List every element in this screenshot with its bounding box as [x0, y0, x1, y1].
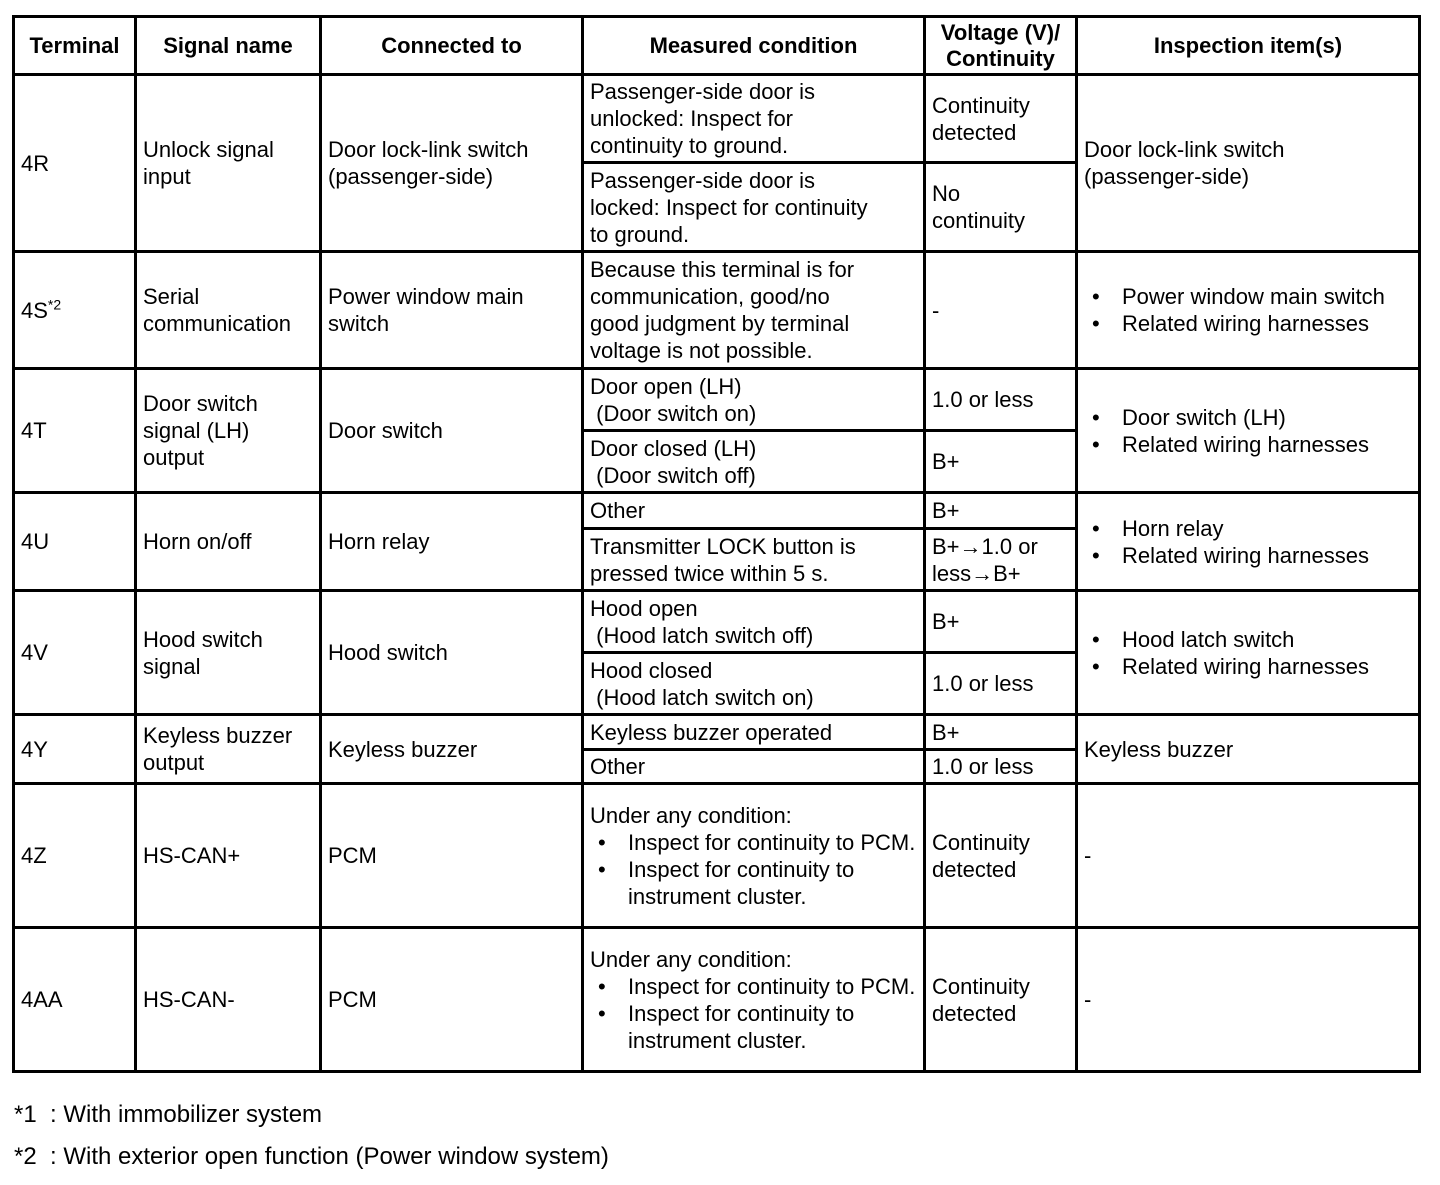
footnote-1: *1 : With immobilizer system — [14, 1101, 323, 1128]
signal-name-cell — [136, 715, 321, 784]
inspection-item: • Related wiring harnesses — [1084, 431, 1412, 458]
condition-cell — [583, 75, 925, 163]
connected-to-cell: Keyless buzzer — [321, 715, 583, 784]
condition-cell — [583, 163, 925, 252]
condition-line: Passenger-side door is — [590, 167, 816, 193]
connected-to-cell — [321, 252, 583, 369]
voltage-cell: B+ — [925, 715, 1077, 750]
signal-name-cell — [136, 369, 321, 493]
condition-line: good judgment by terminal — [590, 311, 850, 336]
signal-name-cell — [136, 252, 321, 369]
inspection-list — [1084, 626, 1412, 680]
signal-line: output — [143, 750, 205, 775]
signal-line: Unlock signal — [143, 137, 274, 162]
condition-intro: Under any condition: — [590, 802, 792, 828]
condition-cell — [583, 431, 925, 493]
condition-cell: Other — [583, 750, 925, 784]
connected-to-cell: Horn relay — [321, 493, 583, 591]
footnotes — [14, 1101, 609, 1185]
voltage-cell: B+ — [925, 591, 1077, 653]
signal-name-cell — [136, 591, 321, 715]
condition-cell — [583, 591, 925, 653]
inspection-item: • Related wiring harnesses — [1084, 653, 1412, 680]
connected-to-cell: Door switch — [321, 369, 583, 493]
signal-line: Keyless buzzer — [143, 723, 293, 748]
condition-line: Passenger-side door is — [590, 79, 816, 104]
condition-cell — [583, 784, 925, 928]
condition-line: continuity to ground. — [590, 133, 789, 158]
condition-list — [590, 973, 917, 1054]
voltage-cell — [925, 75, 1077, 163]
inspection-cell — [1077, 591, 1420, 715]
signal-line: input — [143, 164, 191, 189]
header-inspection-items: Inspection item(s) — [1077, 17, 1420, 75]
condition-cell: Other — [583, 493, 925, 529]
terminal-cell: 4AA — [14, 928, 136, 1072]
connected-to-cell: PCM — [321, 928, 583, 1072]
terminal-label: 4S — [21, 297, 48, 323]
condition-item: • Inspect for continuity to instrument cluster. — [590, 856, 917, 910]
condition-line: Door closed (LH) — [590, 435, 757, 461]
voltage-cell: B+ — [925, 431, 1077, 493]
condition-line: Door open (LH) — [590, 373, 742, 399]
header-voltage-line2: Continuity — [946, 45, 1055, 71]
voltage-cell — [925, 163, 1077, 252]
voltage-line: Continuity — [932, 973, 1030, 999]
header-signal-name: Signal name — [136, 17, 321, 75]
condition-item: • Inspect for continuity to PCM. — [590, 973, 917, 1000]
table-row — [14, 369, 1420, 431]
inspection-cell — [1077, 252, 1420, 369]
connected-line: Power window main — [328, 284, 524, 309]
inspection-cell — [1077, 75, 1420, 252]
condition-list — [590, 829, 917, 910]
condition-line: (Door switch off) — [590, 462, 756, 488]
inspection-cell — [1077, 493, 1420, 591]
voltage-line: detected — [932, 856, 1017, 882]
voltage-cell — [925, 529, 1077, 591]
connected-line: switch — [328, 311, 390, 336]
header-row — [14, 17, 1420, 75]
inspection-item: • Door switch (LH) — [1084, 404, 1412, 431]
footnote-2: *2 : With exterior open function (Power window system) — [14, 1143, 609, 1170]
voltage-line: No — [932, 181, 961, 206]
condition-item: • Inspect for continuity to instrument cluster. — [590, 1000, 917, 1054]
table-row — [14, 75, 1420, 163]
voltage-line: continuity — [932, 208, 1025, 233]
terminal-table — [12, 15, 1421, 1073]
connected-to-cell: Hood switch — [321, 591, 583, 715]
header-voltage-continuity — [925, 17, 1077, 75]
condition-line: Hood open — [590, 595, 698, 621]
signal-line: signal — [143, 653, 201, 679]
condition-cell — [583, 529, 925, 591]
condition-cell — [583, 928, 925, 1072]
table-row — [14, 715, 1420, 750]
connected-line: (passenger-side) — [328, 164, 494, 189]
inspection-cell: - — [1077, 928, 1420, 1072]
terminal-cell: 4Y — [14, 715, 136, 784]
table-row — [14, 493, 1420, 529]
voltage-cell — [925, 928, 1077, 1072]
terminal-cell: 4U — [14, 493, 136, 591]
terminal-cell: 4R — [14, 75, 136, 252]
inspection-cell: - — [1077, 784, 1420, 928]
connected-to-cell — [321, 75, 583, 252]
voltage-cell: B+ — [925, 493, 1077, 529]
inspection-cell — [1077, 369, 1420, 493]
condition-item: • Inspect for continuity to PCM. — [590, 829, 917, 856]
signal-line: output — [143, 445, 205, 470]
table-row — [14, 591, 1420, 653]
signal-line: communication — [143, 311, 291, 336]
terminal-spec-sheet — [12, 15, 1420, 1073]
table-row — [14, 928, 1420, 1072]
inspection-list — [1084, 283, 1412, 337]
voltage-line: detected — [932, 1000, 1017, 1026]
connected-line: Door lock-link switch — [328, 137, 529, 162]
signal-name-cell — [136, 75, 321, 252]
voltage-line: B+→1.0 or — [932, 533, 1038, 559]
voltage-line: detected — [932, 119, 1017, 145]
voltage-cell: 1.0 or less — [925, 369, 1077, 431]
voltage-cell — [925, 784, 1077, 928]
condition-cell — [583, 369, 925, 431]
terminal-cell: 4T — [14, 369, 136, 493]
inspection-line: Door lock-link switch — [1084, 137, 1285, 162]
inspection-item: • Horn relay — [1084, 515, 1412, 542]
terminal-cell: 4V — [14, 591, 136, 715]
header-terminal: Terminal — [14, 17, 136, 75]
condition-line: (Hood latch switch on) — [590, 684, 814, 710]
inspection-item: • Power window main switch — [1084, 283, 1412, 310]
condition-line: (Door switch on) — [590, 400, 757, 426]
signal-line: Serial — [143, 284, 200, 309]
table-row — [14, 784, 1420, 928]
condition-line: (Hood latch switch off) — [590, 622, 814, 648]
voltage-line: Continuity — [932, 92, 1030, 118]
header-measured-condition: Measured condition — [583, 17, 925, 75]
inspection-list — [1084, 404, 1412, 458]
voltage-line: less→B+ — [932, 560, 1021, 586]
terminal-cell — [14, 252, 136, 369]
condition-line: pressed twice within 5 s. — [590, 560, 829, 586]
condition-line: locked: Inspect for continuity — [590, 194, 868, 220]
condition-intro: Under any condition: — [590, 946, 792, 972]
condition-line: Transmitter LOCK button is — [590, 533, 856, 559]
condition-line: voltage is not possible. — [590, 338, 813, 363]
signal-name-cell: HS-CAN+ — [136, 784, 321, 928]
header-connected-to: Connected to — [321, 17, 583, 75]
signal-name-cell: Horn on/off — [136, 493, 321, 591]
condition-cell — [583, 653, 925, 715]
inspection-item: • Related wiring harnesses — [1084, 542, 1412, 569]
inspection-line: (passenger-side) — [1084, 164, 1250, 189]
inspection-list — [1084, 515, 1412, 569]
voltage-cell: 1.0 or less — [925, 653, 1077, 715]
voltage-cell: 1.0 or less — [925, 750, 1077, 784]
condition-cell — [583, 252, 925, 369]
signal-line: Door switch — [143, 391, 258, 416]
condition-line: communication, good/no — [590, 284, 830, 309]
header-voltage-line1: Voltage (V)/ — [940, 19, 1061, 45]
condition-cell: Keyless buzzer operated — [583, 715, 925, 750]
footnote-marker: *2 — [47, 296, 62, 313]
inspection-item: • Related wiring harnesses — [1084, 310, 1412, 337]
voltage-cell: - — [925, 252, 1077, 369]
inspection-item: • Hood latch switch — [1084, 626, 1412, 653]
signal-line: signal (LH) — [143, 418, 250, 443]
signal-line: Hood switch — [143, 626, 263, 652]
condition-line: to ground. — [590, 221, 690, 247]
table-row — [14, 252, 1420, 369]
voltage-line: Continuity — [932, 829, 1030, 855]
inspection-cell: Keyless buzzer — [1077, 715, 1420, 784]
condition-line: Hood closed — [590, 657, 713, 683]
connected-to-cell: PCM — [321, 784, 583, 928]
terminal-cell: 4Z — [14, 784, 136, 928]
condition-line: unlocked: Inspect for — [590, 106, 794, 131]
signal-name-cell: HS-CAN- — [136, 928, 321, 1072]
condition-line: Because this terminal is for — [590, 257, 855, 282]
